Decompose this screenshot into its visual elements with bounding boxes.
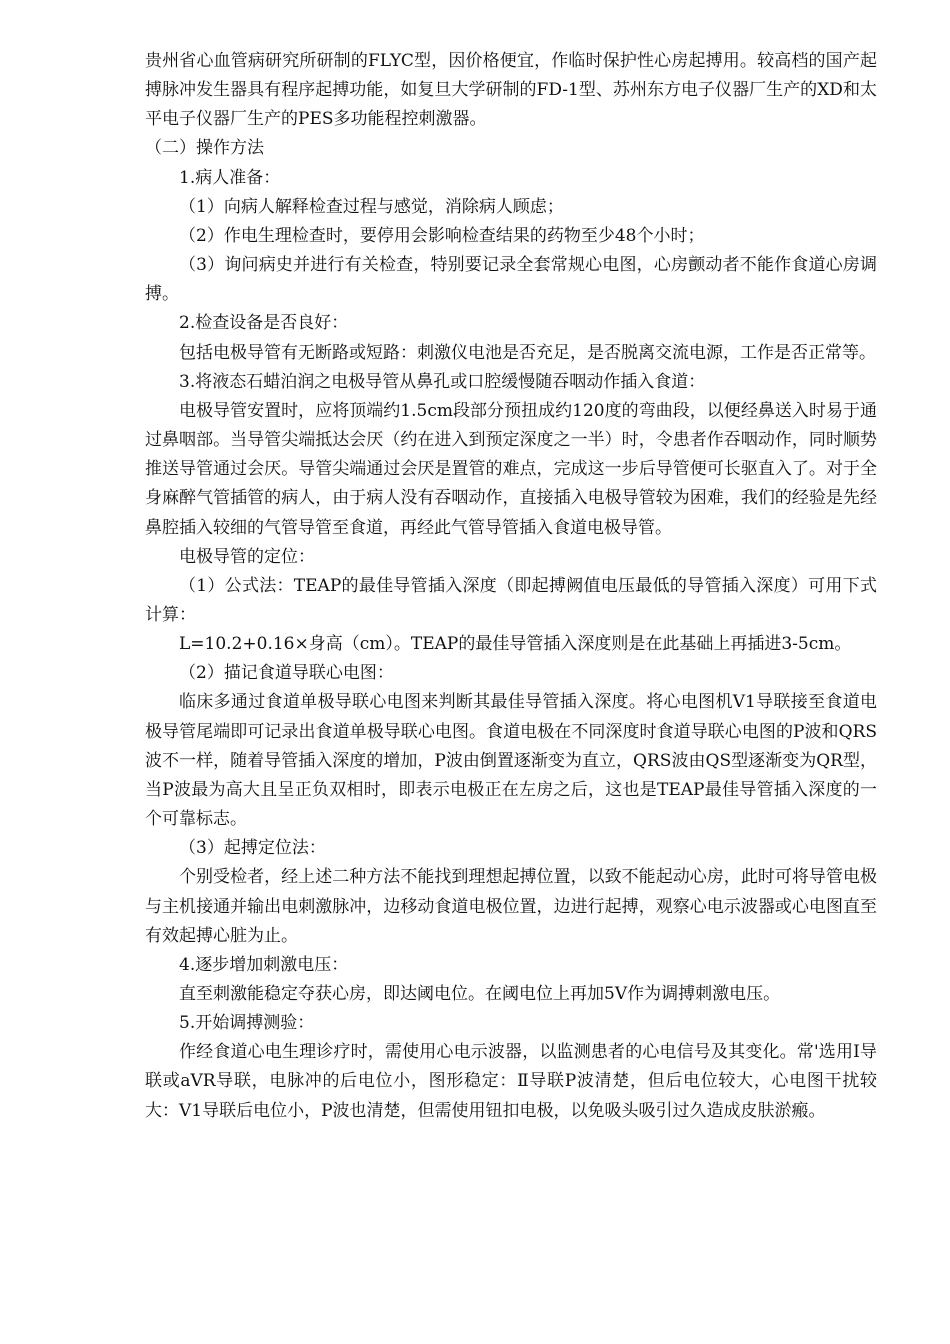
paragraph: 4.逐步增加刺激电压： [179,954,349,975]
paragraph: 个别受检者，经上述二种方法不能找到理想起搏位置，以致不能起动心房，此时可将导管电极与主机接通并输出电刺激脉冲，边移动食道电极位置，边进行起搏，观察心电示波器或心电图直至有效起搏心脏为止。 [145,867,877,946]
paragraph: 作经食道心电生理诊疗时，需使用心电示波器，以监测患者的心电信号及其变化。常'选用Ⅰ导联或aVR导联，电脉冲的后电位小，图形稳定：Ⅱ导联P波清楚，但后电位较大，心电图干扰较大：V1导联后电位小，P波也清楚，但需使用钮扣电极，以免吸头吸引过久造成皮肤淤瘢。 [145,1042,877,1121]
paragraph: 2.检查设备是否良好： [179,313,349,334]
paragraph: 电极导管安置时，应将顶端约1.5cm段部分预扭成约120度的弯曲段，以便经鼻送入时易于通过鼻咽部。当导管尖端抵达会厌（约在进入到预定深度之一半）时，令患者作吞咽动作，同时顺势推送导管通过会厌。导管尖端通过会厌是置管的难点，完成这一步后导管便可长驱直入了。对于全身麻醉气管插管的病人，由于病人没有吞咽动作，直接插入电极导管较为困难，我们的经验是先经鼻腔插入较细的气管导管至食道，再经此气管导管插入食道电极导管。 [145,400,877,538]
paragraph: （2）作电生理检查时，要停用会影响检查结果的药物至少48个小时； [179,225,705,246]
section-heading: （二）操作方法 [145,138,264,159]
paragraph: 直至刺激能稳定夺获心房，即达阈电位。在阈电位上再加5V作为调搏刺激电压。 [179,984,781,1004]
paragraph: （3）询问病史并进行有关检查，特别要记录全套常规心电图，心房颤动者不能作食道心房调搏。 [145,255,877,305]
paragraph: 包括电极导管有无断路或短路：刺激仪电池是否充足，是否脱离交流电源，工作是否正常等。 [179,342,876,363]
paragraph: 临床多通过食道单极导联心电图来判断其最佳导管插入深度。将心电图机V1导联接至食道电极导管尾端即可记录出食道单极导联心电图。食道电极在不同深度时食道导联心电图的P波和QRS波不一样，随着导管插入深度的增加，P波由倒置逐渐变为直立，QRS波由QS型逐渐变为QR型，当P波最为高大且呈正负双相时，即表示电极正在左房之后，这也是TEAP最佳导管插入深度的一个可靠标志。 [145,692,877,830]
paragraph: 贵州省心血管病研究所研制的FLYC型，因价格便宜，作临时保护性心房起搏用。较高档的国产起搏脉冲发生器具有程序起搏功能，如复旦大学研制的FD-1型、苏州东方电子仪器厂生产的XD和太平电子仪器厂生产的PES多功能程控刺激器。 [145,51,877,130]
paragraph: （1）向病人解释检查过程与感觉，消除病人顾虑； [179,196,564,217]
document-body [145,47,877,1126]
paragraph: 电极导管的定位： [179,546,315,567]
paragraph: （3）起搏定位法： [179,838,326,859]
paragraph: L=10.2+0.16×身高（cm）。TEAP的最佳导管插入深度则是在此基础上再插进3-5cm。 [179,634,852,655]
paragraph: 5.开始调搏测验： [179,1013,315,1034]
paragraph: 1.病人准备： [179,167,281,188]
paragraph: 3.将液态石蜡泊润之电极导管从鼻孔或口腔缓慢随吞咽动作插入食道： [179,371,706,392]
paragraph: （1）公式法：TEAP的最佳导管插入深度（即起搏阙值电压最低的导管插入深度）可用下式计算： [145,575,877,625]
paragraph: （2）描记食道导联心电图： [179,663,394,684]
